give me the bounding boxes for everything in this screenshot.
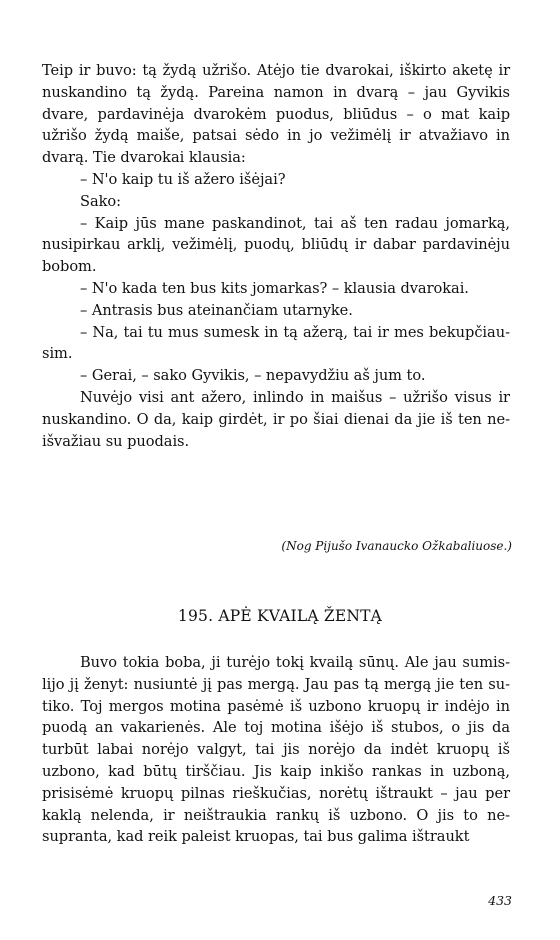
dialogue-line: – Na, tai tu mus sumesk in tą ažerą, tai ir mes bekupčiausim. [42,323,510,363]
dialogue-line: – N'o kada ten bus kits jomarkas? – klausia dvarokai. [80,279,469,297]
dialogue-line: – Antrasis bus ateinančiam utarnyke. [80,301,353,319]
paragraph: Nuvėjo visi ant ažero, inlindo in maišus – užrišo visus ir nuskandino. O da, kaip girdėt, ir po šiai dienai da jie iš ten neišvažiau su puodais. [42,388,510,450]
dialogue-line: – Kaip jūs mane paskandinot, tai aš ten radau jomarką, nusipirkau arklį, vežimėlį, puodų, bliūdų ir dabar pardavinėju bobom. [42,214,510,276]
story-ending-text [42,60,510,452]
paragraph: Buvo tokia boba, ji turėjo tokį kvailą sūnų. Ale jau sumislijo jį ženyt: nusiuntė jį pas mergą. Jau pas tą mergą jie ten sutiko. Toj mergos motina pasėmė iš uzbono kruopų ir indėjo in puodą an vakarienės. Ale toj motina išėjo iš stubos, o jis da turbūt labai norėjo valgyt, tai jis norėjo da indėt kruopų iš uzbono, kad būtų tirščiau. Jis kaip inkišo rankas in uzboną, prisisėmė kruopų pilnas rieškučias, norėtų ištraukt – jau per kaklą nelenda, ir neištraukia rankų iš uzbono. O jis to nesupranta, kad reik paleist kruopas, tai bus galima ištraukt [42,654,510,846]
story-body-text [42,652,510,848]
paragraph: Sako: [80,192,121,210]
dialogue-line: – N'o kaip tu iš ažero išėjai? [80,170,286,188]
page-number: 433 [488,893,512,908]
story-heading: 195. APĖ KVAILĄ ŽENTĄ [177,607,383,625]
dialogue-line: – Gerai, – sako Gyvikis, – nepavydžiu aš jum to. [80,367,426,385]
paragraph: Teip ir buvo: tą žydą užrišo. Atėjo tie dvarokai, iškirto aketę ir nuskandino tą žydą. Pareina namon in dvarą – jau Gyvikis dvare, pardavinėja dvarokėm puodus, bliūdus – o mat kaip užrišo žydą maiše, patsai sėdo in jo vežimėlį ir atvažiavo in dvarą. Tie dvarokai klausia: [42,62,510,167]
source-attribution: (Nog Pijušo Ivanaucko Ožkabaliuose.) [281,539,512,553]
